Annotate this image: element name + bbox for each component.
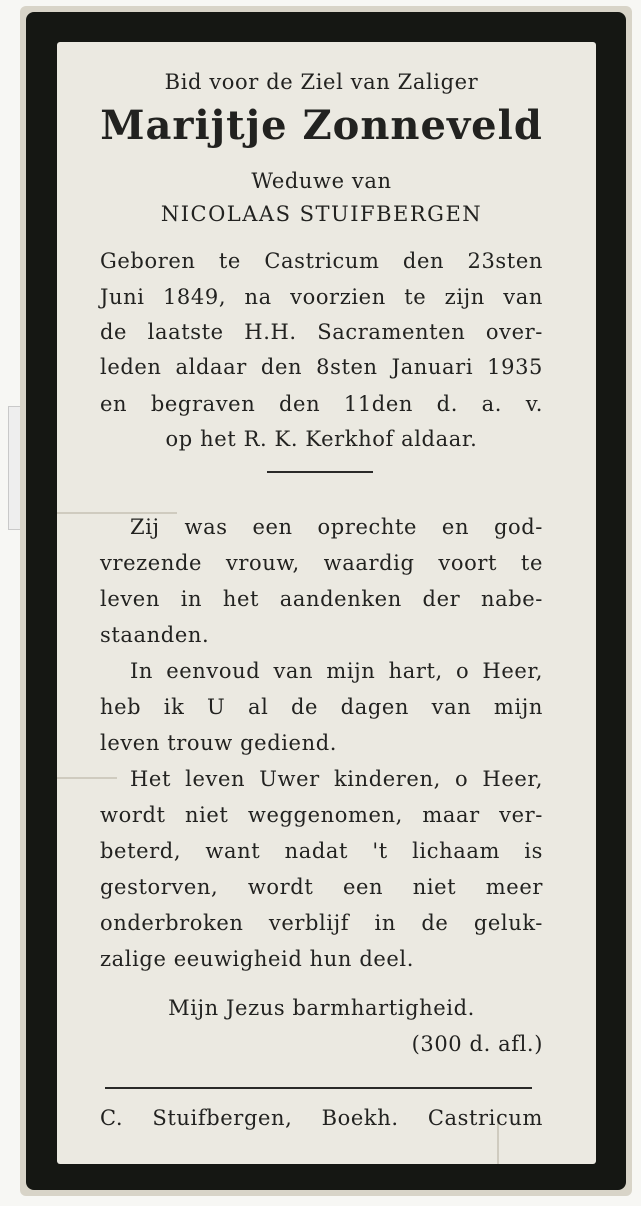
para1-line: staanden. bbox=[100, 623, 210, 647]
bio-line: op het R. K. Kerkhof aldaar. bbox=[165, 427, 478, 451]
para3-line: beterd, want nadat 't lichaam is bbox=[100, 839, 543, 863]
divider-short bbox=[267, 471, 373, 473]
relation-line: Weduwe van bbox=[251, 169, 392, 193]
header-line: Bid voor de Ziel van Zaliger bbox=[164, 70, 479, 94]
printer-line: C. Stuifbergen, Boekh. Castricum bbox=[100, 1106, 543, 1130]
bio-line: Geboren te Castricum den 23sten bbox=[100, 249, 543, 273]
bio-line: leden aldaar den 8sten Januari 1935 bbox=[100, 355, 543, 379]
printer-block bbox=[100, 1100, 543, 1140]
para2-line: In eenvoud van mijn hart, o Heer, bbox=[130, 659, 543, 683]
spouse-name: NICOLAAS STUIFBERGEN bbox=[160, 202, 483, 226]
divider-long bbox=[105, 1087, 532, 1089]
para3-line: gestorven, wordt een niet meer bbox=[100, 875, 543, 899]
para3-line: Het leven Uwer kinderen, o Heer, bbox=[130, 767, 543, 791]
bio-line: en begraven den 11den d. a. v. bbox=[100, 392, 543, 416]
para1-line: leven in het aandenken der nabe- bbox=[100, 587, 543, 611]
card-text bbox=[100, 0, 543, 1206]
deceased-name: Marijtje Zonneveld bbox=[100, 102, 543, 149]
para3-line: onderbroken verblijf in de geluk- bbox=[100, 911, 543, 935]
bio-line: de laatste H.H. Sacramenten over- bbox=[100, 320, 543, 344]
indulgence-note: (300 d. afl.) bbox=[411, 1032, 543, 1056]
prayer-line: Mijn Jezus barmhartigheid. bbox=[168, 996, 475, 1020]
bio-line: Juni 1849, na voorzien te zijn van bbox=[100, 285, 543, 309]
para1-line: Zij was een oprechte en god- bbox=[130, 515, 543, 539]
para3-line: zalige eeuwigheid hun deel. bbox=[100, 947, 415, 971]
para3-line: wordt niet weggenomen, maar ver- bbox=[100, 803, 543, 827]
para2-line: heb ik U al de dagen van mijn bbox=[100, 695, 543, 719]
para2-line: leven trouw gediend. bbox=[100, 731, 338, 755]
para1-line: vrezende vrouw, waardig voort te bbox=[100, 551, 543, 575]
